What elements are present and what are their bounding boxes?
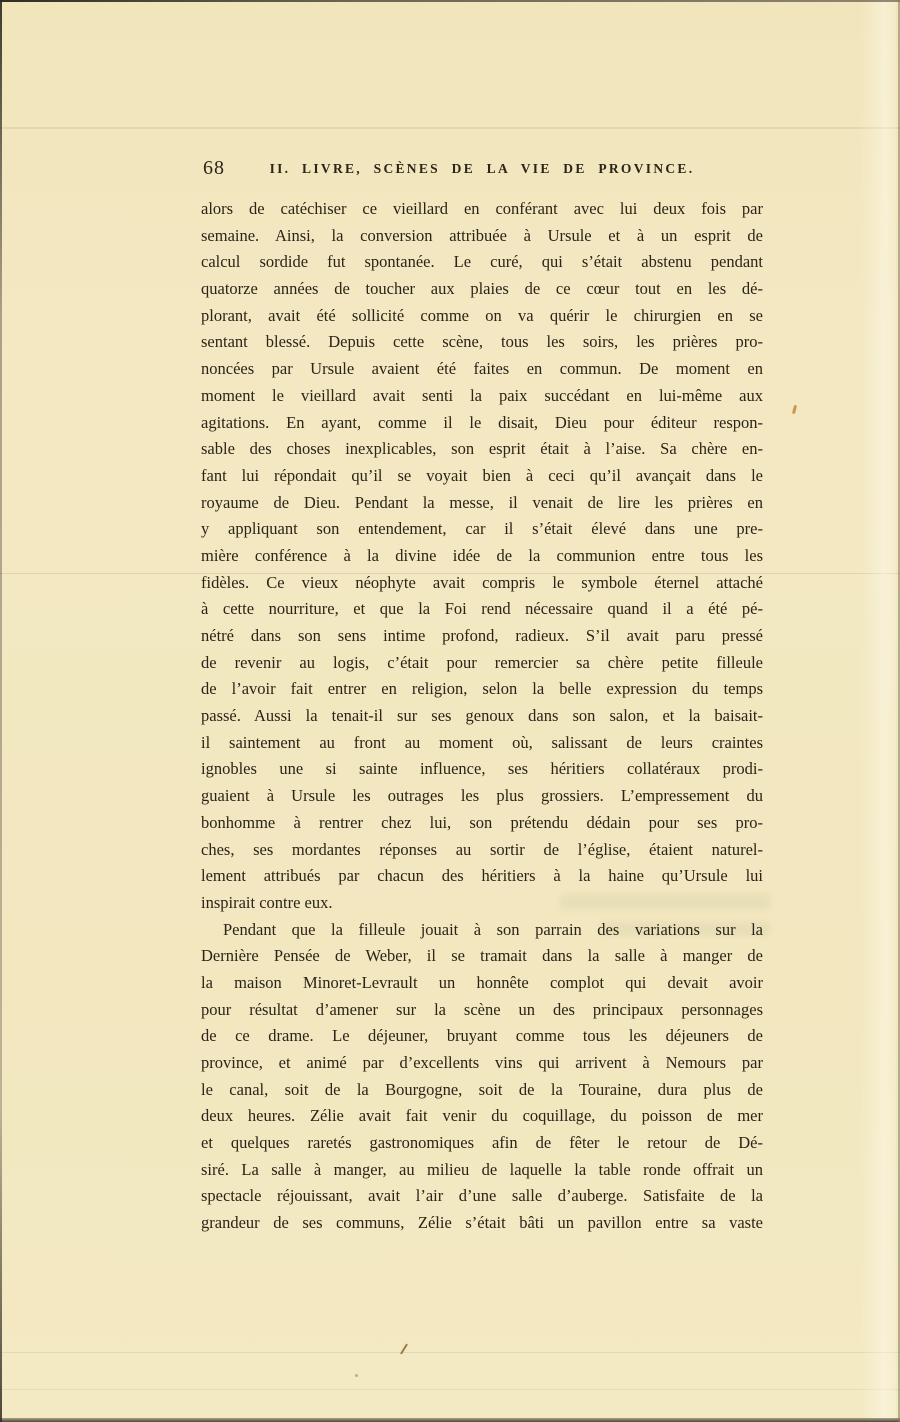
text-line: de l’avoir fait entrer en religion, selon la belle expression du temps bbox=[201, 679, 763, 699]
page-header bbox=[201, 156, 763, 184]
scan-band bbox=[0, 1352, 900, 1353]
text-line: Dernière Pensée de Weber, il se tramait dans la salle à manger de bbox=[201, 946, 763, 966]
text-line: moment le vieillard avait senti la paix succédant en lui-même aux bbox=[201, 385, 763, 405]
text-line: agitations. En ayant, comme il le disait, Dieu pour éditeur respon- bbox=[201, 412, 763, 432]
scan-edge-bottom bbox=[0, 1418, 900, 1422]
text-line: guaient à Ursule les outrages les plus grossiers. L’empressement du bbox=[201, 786, 763, 806]
text-line: noncées par Ursule avaient été faites en commun. De moment en bbox=[201, 359, 763, 379]
text-line: il saintement au front au moment où, salissant de leurs craintes bbox=[201, 732, 763, 752]
text-line: sentant blessé. Depuis cette scène, tous les soirs, les prières pro- bbox=[201, 332, 763, 352]
text-line: pour résultat d’amener sur la scène un des principaux personnages bbox=[201, 999, 763, 1019]
text-line: à cette nourriture, et que la Foi rend nécessaire quand il a été pé- bbox=[201, 599, 763, 619]
scan-band bbox=[0, 127, 900, 129]
text-line: passé. Aussi la tenait-il sur ses genoux dans son salon, et la baisait- bbox=[201, 706, 763, 726]
page-number: 68 bbox=[203, 157, 225, 179]
text-line: de revenir au logis, c’était pour remercier sa chère petite filleule bbox=[201, 652, 763, 672]
text-line: grandeur de ses communs, Zélie s’était bâti un pavillon entre sa vaste bbox=[201, 1213, 763, 1233]
text-line: bonhomme à rentrer chez lui, son prétendu dédain pour ses pro- bbox=[201, 812, 763, 832]
scan-edge-left bbox=[0, 0, 2, 1422]
text-line: et quelques raretés gastronomiques afin de fêter le retour de Dé- bbox=[201, 1133, 763, 1153]
paper-speck bbox=[792, 405, 797, 414]
text-line: fant lui répondait qu’il se voyait bien à ceci qu’il avançait dans le bbox=[201, 465, 763, 485]
text-line: le canal, soit de la Bourgogne, soit de la Touraine, dura plus de bbox=[201, 1079, 763, 1099]
text-line: lement attribués par chacun des héritiers à la haine qu’Ursule lui bbox=[201, 866, 763, 886]
text-line: y appliquant son entendement, car il s’était élevé dans une pre- bbox=[201, 519, 763, 539]
text-line: province, et animé par d’excellents vins qui arrivent à Nemours par bbox=[201, 1053, 763, 1072]
text-line: fidèles. Ce vieux néophyte avait compris le symbole éternel attaché bbox=[201, 572, 763, 592]
text-line: alors de catéchiser ce vieillard en conférant avec lui deux fois par bbox=[201, 199, 763, 218]
text-line: deux heures. Zélie avait fait venir du coquillage, du poisson de mer bbox=[201, 1106, 763, 1126]
scan-band bbox=[0, 1389, 900, 1390]
text-line: plorant, avait été sollicité comme on va quérir le chirurgien en se bbox=[201, 305, 763, 325]
text-line: inspirait contre eux. bbox=[201, 892, 333, 912]
text-line: spectacle réjouissant, avait l’air d’une salle d’auberge. Satisfaite de la bbox=[201, 1186, 763, 1206]
text-line: ches, ses mordantes réponses au sortir de l’église, étaient naturel- bbox=[201, 839, 763, 859]
page-body bbox=[201, 196, 763, 1237]
text-line: mière conférence à la divine idée de la communion entre tous les bbox=[201, 545, 763, 565]
text-line: la maison Minoret-Levrault un honnête complot qui devait avoir bbox=[201, 972, 763, 992]
text-line: ignobles une si sainte influence, ses héritiers collatéraux prodi- bbox=[201, 759, 763, 779]
paper-speck bbox=[355, 1374, 358, 1377]
text-line: quatorze années de toucher aux plaies de ce cœur tout en les dé- bbox=[201, 279, 763, 299]
text-line: semaine. Ainsi, la conversion attribuée à Ursule et à un esprit de bbox=[201, 225, 763, 245]
scan-edge-top bbox=[0, 0, 900, 2]
text-line: Pendant que la filleule jouait à son parrain des variations sur la bbox=[223, 919, 763, 939]
text-line: siré. La salle à manger, au milieu de laquelle la table ronde offrait un bbox=[201, 1159, 763, 1179]
page-edge-highlight bbox=[860, 0, 896, 1422]
text-line: calcul sordide fut spontanée. Le curé, qui s’était abstenu pendant bbox=[201, 252, 763, 272]
text-line: de ce drame. Le déjeuner, bruyant comme tous les déjeuners de bbox=[201, 1026, 763, 1046]
text-line: royaume de Dieu. Pendant la messe, il venait de lire les prières en bbox=[201, 492, 763, 512]
text-line: nétré dans son sens intime profond, radieux. S’il avait paru pressé bbox=[201, 626, 763, 645]
text-line: sable des choses inexplicables, son esprit était à l’aise. Sa chère en- bbox=[201, 439, 763, 459]
running-header-title: II. LIVRE, SCÈNES DE LA VIE DE PROVINCE. bbox=[269, 161, 695, 176]
